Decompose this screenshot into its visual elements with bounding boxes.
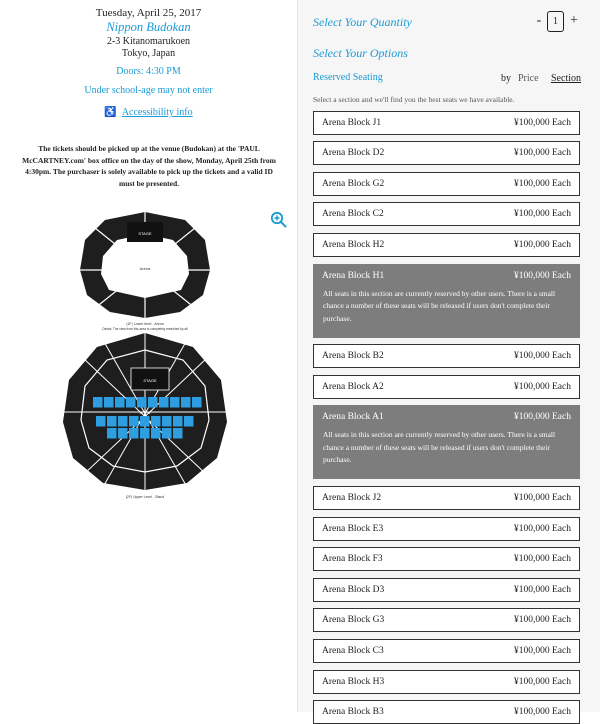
section-name: Arena Block D3 — [322, 584, 385, 595]
arena-seat-block[interactable] — [118, 428, 128, 439]
section-option[interactable] — [313, 517, 580, 541]
section-price: ¥100,000 Each — [514, 178, 571, 189]
arena-seat-block[interactable] — [129, 416, 139, 427]
zoom-in-icon[interactable] — [270, 211, 288, 229]
arena-seat-block[interactable] — [173, 428, 183, 439]
upper-arena-label: Arena — [139, 266, 151, 271]
arena-seat-block[interactable] — [181, 397, 191, 408]
section-price: ¥100,000 Each — [514, 270, 571, 281]
reserved-message: All seats in this section are currently reserved by other users. There is a small chance a number of these seats will be released if users don't complete their purchase. — [323, 430, 556, 465]
pickup-notice: The tickets should be picked up at the venue (Budokan) at the 'PAUL McCARTNEY.com' box office on the day of the show, Monday, April 25th from 4:30pm. The purchaser is solely available to pick up the tickets and a valid ID must be presented. — [22, 144, 276, 188]
arena-seat-block[interactable] — [140, 428, 150, 439]
ticket-options-panel — [298, 0, 600, 718]
section-option[interactable] — [313, 233, 580, 257]
section-name: Arena Block J1 — [322, 117, 382, 128]
section-price: ¥100,000 Each — [514, 412, 571, 423]
section-price: ¥100,000 Each — [514, 239, 571, 250]
section-price: ¥100,000 Each — [514, 523, 571, 534]
age-notice: Under school-age may not enter — [84, 85, 213, 96]
arena-seat-block[interactable] — [140, 416, 150, 427]
section-price: ¥100,000 Each — [514, 707, 571, 718]
accessibility-label: Accessibility info — [121, 107, 193, 118]
section-option — [313, 405, 580, 479]
arena-seat-block[interactable] — [192, 397, 202, 408]
arena-seat-block[interactable] — [184, 416, 194, 427]
lower-arena-label: Arena — [139, 410, 151, 415]
section-option[interactable] — [313, 578, 580, 602]
arena-seat-block[interactable] — [129, 428, 139, 439]
section-price: ¥100,000 Each — [514, 676, 571, 687]
section-name: Arena Block C3 — [322, 645, 384, 656]
section-name: Arena Block A1 — [322, 412, 384, 423]
section-option[interactable] — [313, 202, 580, 226]
venue-name[interactable]: Nippon Budokan — [106, 20, 191, 34]
quantity-title: Select Your Quantity — [313, 15, 412, 29]
section-name: Arena Block B2 — [322, 351, 384, 362]
section-name: Arena Block H3 — [322, 676, 385, 687]
section-name: Arena Block F3 — [322, 554, 383, 565]
section-option[interactable] — [313, 608, 580, 632]
wheelchair-icon: ♿ — [104, 107, 117, 118]
quantity-decrease-button[interactable]: - — [536, 13, 542, 28]
event-info-panel — [0, 0, 297, 712]
section-name: Arena Block H1 — [322, 270, 385, 281]
sort-by-section[interactable]: Section — [551, 73, 581, 84]
quantity-increase-button[interactable]: + — [570, 13, 578, 28]
section-name: Arena Block A2 — [322, 381, 384, 392]
section-price: ¥100,000 Each — [514, 381, 571, 392]
section-option[interactable] — [313, 700, 580, 724]
options-title: Select Your Options — [313, 46, 408, 60]
section-name: Arena Block B3 — [322, 707, 384, 718]
section-price: ¥100,000 Each — [514, 117, 571, 128]
section-name: Arena Block G3 — [322, 615, 385, 626]
event-date: Tuesday, April 25, 2017 — [95, 7, 202, 19]
arena-seat-block[interactable] — [104, 397, 114, 408]
venue-address-line1: 2-3 Kitanomarukoen — [106, 36, 191, 47]
arena-seat-block[interactable] — [173, 416, 183, 427]
section-option[interactable] — [313, 344, 580, 368]
accessibility-link[interactable] — [0, 107, 297, 118]
section-option[interactable] — [313, 547, 580, 571]
section-option — [313, 264, 580, 338]
arena-seat-block[interactable] — [170, 397, 180, 408]
section-name: Arena Block E3 — [322, 523, 384, 534]
arena-seat-block[interactable] — [162, 428, 172, 439]
section-name: Arena Block D2 — [322, 148, 385, 159]
section-option[interactable] — [313, 111, 580, 135]
arena-seat-block[interactable] — [96, 416, 106, 427]
section-option[interactable] — [313, 172, 580, 196]
arena-seat-block[interactable] — [137, 397, 147, 408]
venue-address-line2: Tokyo, Japan — [121, 48, 176, 59]
section-price: ¥100,000 Each — [514, 148, 571, 159]
section-option[interactable] — [313, 670, 580, 694]
arena-seat-block[interactable] — [107, 428, 117, 439]
section-name: Arena Block H2 — [322, 239, 385, 250]
arena-seat-block[interactable] — [115, 397, 125, 408]
floor-caption: (1F) Lower level - Arena — [126, 322, 164, 326]
section-name: Arena Block J2 — [322, 492, 382, 503]
arena-seat-block[interactable] — [148, 397, 158, 408]
selection-hint: Select a section and we'll find you the best seats we have available. — [313, 95, 515, 104]
section-option[interactable] — [313, 486, 580, 510]
arena-seat-block[interactable] — [151, 428, 161, 439]
section-option[interactable] — [313, 141, 580, 165]
second-caption: (2F) Upper Level - Stand — [125, 495, 165, 499]
section-option[interactable] — [313, 639, 580, 663]
lower-level-diagram — [80, 212, 210, 331]
arena-seat-block[interactable] — [151, 416, 161, 427]
sort-by-label: by — [501, 73, 511, 84]
section-option[interactable] — [313, 375, 580, 399]
reserved-message: All seats in this section are currently reserved by other users. There is a small chance a number of these seats will be released if users don't complete their purchase. — [323, 288, 556, 323]
floor-note: Desks: The view from this area is completely restricted by all — [102, 327, 188, 331]
arena-seat-block[interactable] — [126, 397, 136, 408]
arena-seat-block[interactable] — [159, 397, 169, 408]
section-name: Arena Block G2 — [322, 178, 385, 189]
section-price: ¥100,000 Each — [514, 645, 571, 656]
section-price: ¥100,000 Each — [514, 554, 571, 565]
arena-seat-block[interactable] — [118, 416, 128, 427]
lower-stage-label: STAGE — [143, 378, 157, 383]
reserved-seating-tab[interactable]: Reserved Seating — [313, 72, 383, 83]
section-name: Arena Block C2 — [322, 209, 384, 220]
arena-seat-block[interactable] — [93, 397, 103, 408]
sort-by-price[interactable]: Price — [518, 73, 539, 84]
arena-seat-block[interactable] — [107, 416, 117, 427]
section-price: ¥100,000 Each — [514, 615, 571, 626]
seat-map[interactable] — [55, 200, 235, 502]
upper-stage-label: STAGE — [138, 231, 152, 236]
section-price: ¥100,000 Each — [514, 492, 571, 503]
arena-seat-block[interactable] — [162, 416, 172, 427]
quantity-value[interactable]: 1 — [547, 11, 564, 32]
section-price: ¥100,000 Each — [514, 584, 571, 595]
section-price: ¥100,000 Each — [514, 351, 571, 362]
section-price: ¥100,000 Each — [514, 209, 571, 220]
doors-time: Doors: 4:30 PM — [116, 66, 181, 77]
